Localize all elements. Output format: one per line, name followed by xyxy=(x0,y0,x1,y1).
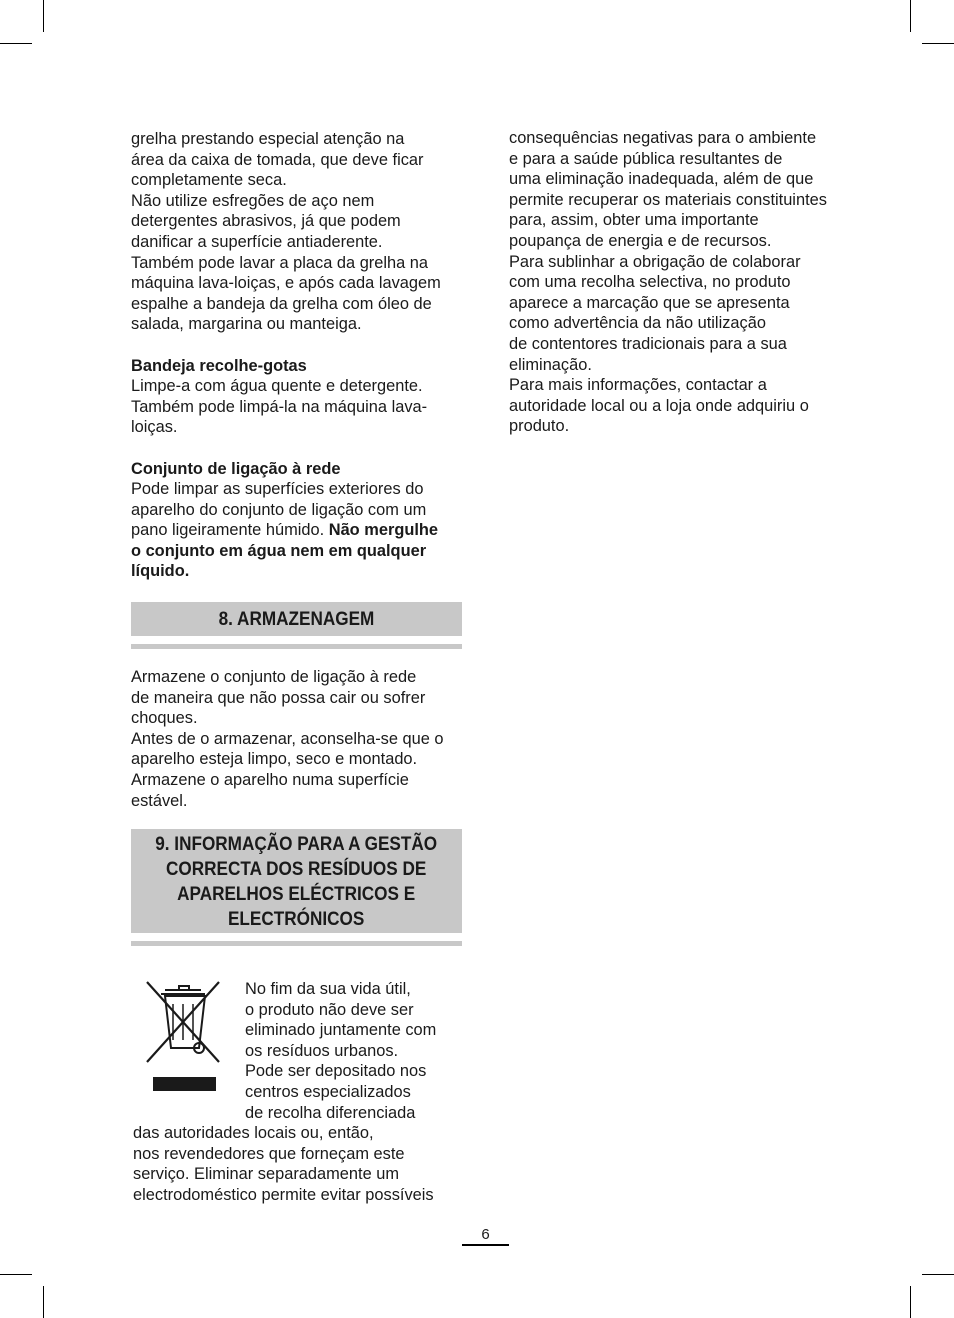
crop-mark xyxy=(922,1274,954,1275)
connector-text: Pode limpar as superfícies exteriores do aparelho do conjunto de ligação com um pano ligeiramente húmido. xyxy=(131,480,427,540)
disposal-continuation-text: consequências negativas para o ambiente e para a saúde pública resultantes de uma eliminação inadequada, além de que permite recuperar os materiais constituintes para, assim, obter uma importante poupança de energia e de recursos. Para sublinhar a obrigação de colaborar com uma recolha selectiva, no produto aparece a marcação que se apresenta como advertência da não utilização de contentores tradicionais para a sua eliminação. Para mais informações, contactar a autoridade local ou a loja onde adquiriu o produto. xyxy=(509,129,827,436)
section-8-heading xyxy=(131,602,462,636)
cleaning-grill-paragraph: grelha prestando especial atenção na área da caixa de tomada, que deve ficar completamente seca. Não utilize esfregões de aço nem detergentes abrasivos, já que podem danificar a superfície antiaderente. Também pode lavar a placa da grelha na máquina lava-loiças, e após cada lavagem espalhe a bandeja da grelha com óleo de salada, margarina ou manteiga. xyxy=(131,130,441,334)
crop-mark xyxy=(43,1286,44,1318)
drip-tray-text: Limpe-a com água quente e detergente. Também pode limpá-la na máquina lava- loiças. xyxy=(131,377,428,437)
section-divider xyxy=(131,941,462,946)
connector-heading: Conjunto de ligação à rede xyxy=(131,459,341,478)
weee-bottom-text: das autoridades locais ou, então, nos revendedores que forneçam este serviço. Eliminar separadamente um electrodoméstico permite evitar possíveis xyxy=(133,1124,434,1204)
section-8-title: 8. ARMAZENAGEM xyxy=(218,608,375,630)
crossed-out-wheelie-bin-icon xyxy=(143,978,225,1096)
page-number-rule xyxy=(462,1244,509,1246)
crop-mark xyxy=(0,43,32,44)
drip-tray-heading: Bandeja recolhe-gotas xyxy=(131,356,307,375)
connector-paragraph xyxy=(131,479,466,582)
connector-warning: Não mergulhe o conjunto em água nem em qualquer líquido. xyxy=(131,521,439,581)
left-column xyxy=(131,129,466,582)
page-number: 6 xyxy=(481,1226,490,1243)
crop-mark xyxy=(43,0,44,32)
storage-text: Armazene o conjunto de ligação à rede de maneira que não possa cair ou sofrer choques. Antes de o armazenar, aconselha-se que o aparelho esteja limpo, seco e montado. Armazene o aparelho numa superfície estável. xyxy=(131,668,444,810)
crop-mark xyxy=(0,1274,32,1275)
right-column xyxy=(509,128,854,437)
crop-mark xyxy=(910,0,911,32)
section-9-title: 9. INFORMAÇÃO PARA A GESTÃO CORRECTA DOS RESÍDUOS DE APARELHOS ELÉCTRICOS E ELECTRÓNICOS xyxy=(155,833,438,930)
crop-mark xyxy=(922,43,954,44)
weee-side-text: No fim da sua vida útil, o produto não deve ser eliminado juntamente com os resíduos urbanos. Pode ser depositado nos centros especializados de recolha diferenciada xyxy=(245,980,437,1122)
crop-mark xyxy=(910,1286,911,1318)
section-9-heading xyxy=(131,829,462,933)
section-divider xyxy=(131,644,462,649)
